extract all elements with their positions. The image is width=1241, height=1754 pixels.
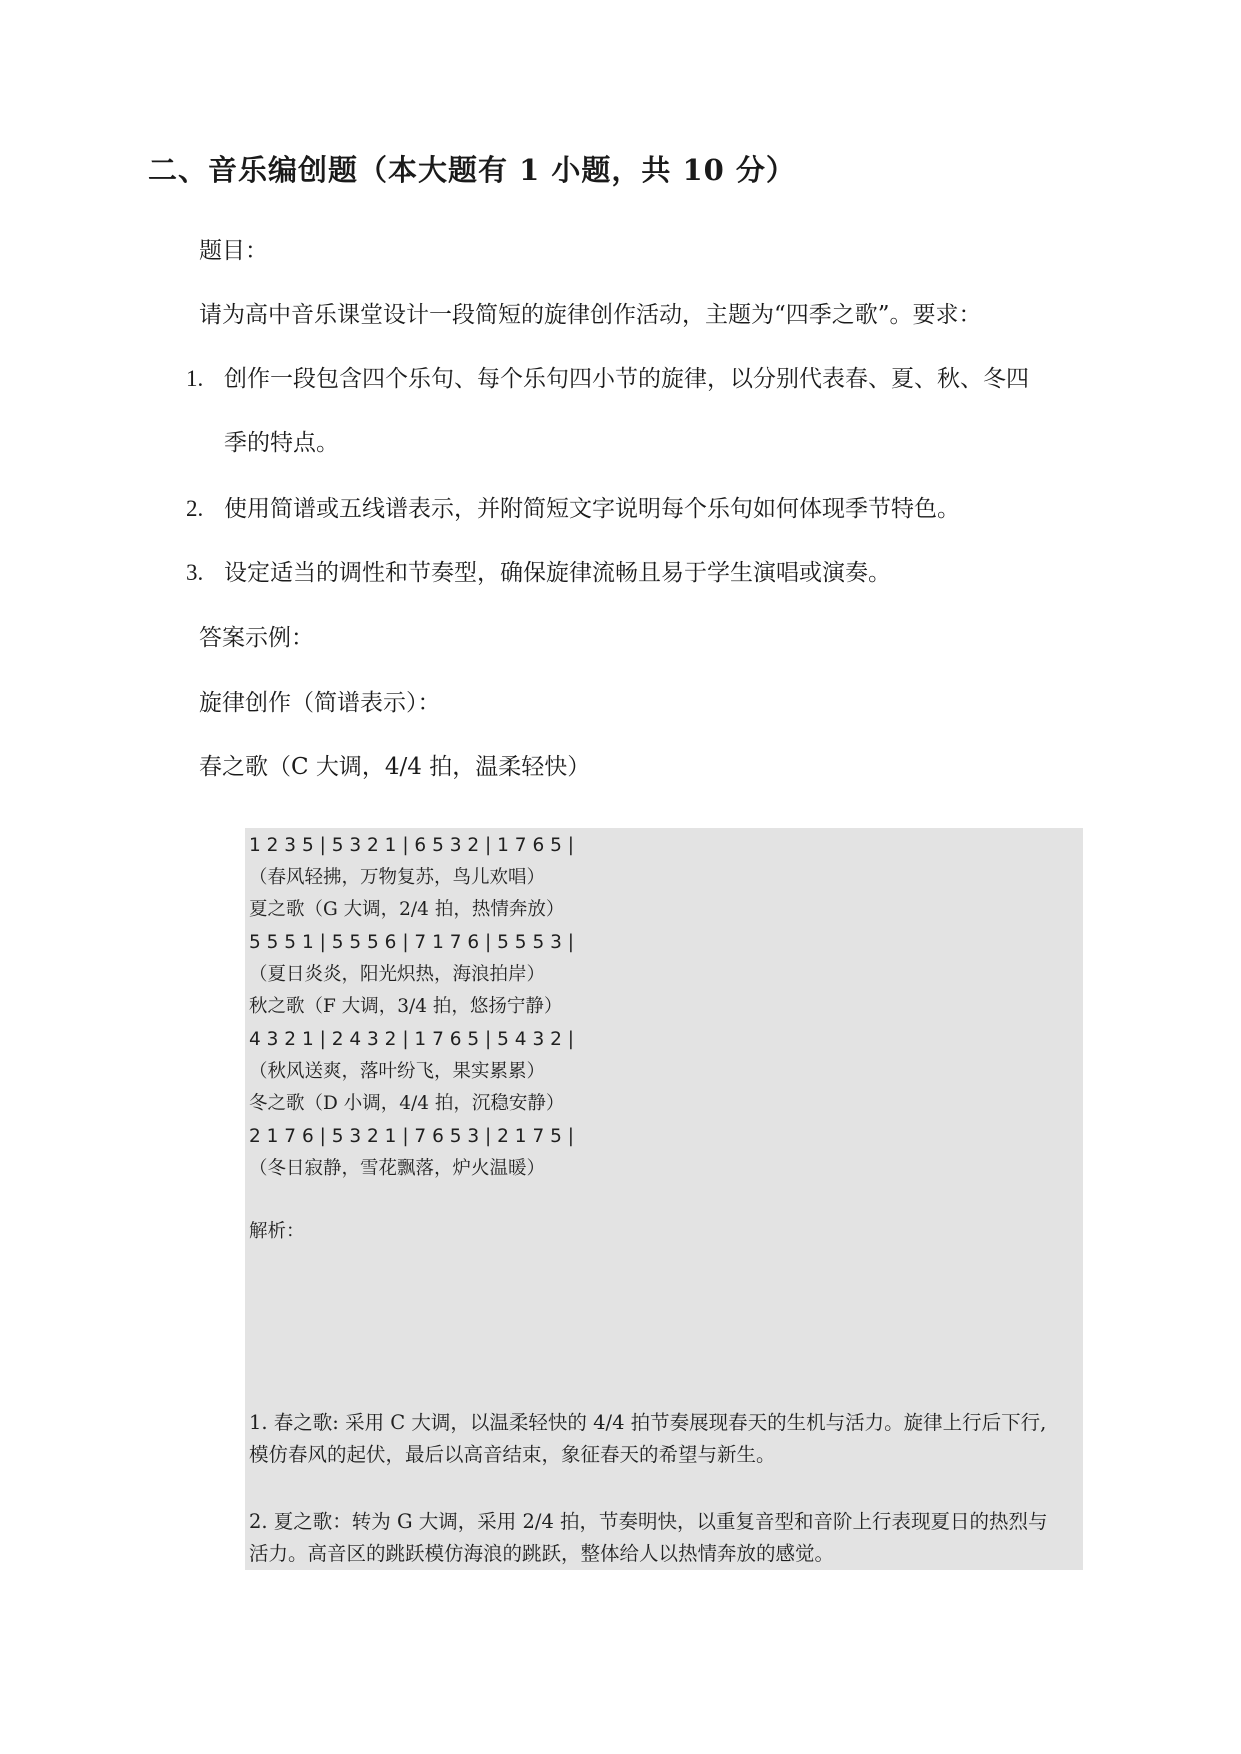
notation-line: 2 1 7 6 | 5 3 2 1 | 7 6 5 3 | 2 1 7 5 | — [249, 1126, 574, 1147]
list-item-number: 3. — [186, 560, 204, 585]
question-intro: 请为高中音乐课堂设计一段简短的旋律创作活动，主题为“四季之歌”。要求： — [199, 302, 982, 328]
caption-line: （夏日炎炎，阳光炽热，海浪拍岸） — [249, 964, 546, 985]
answer-label: 答案示例： — [199, 625, 314, 651]
analysis-note-line: 2. 夏之歌：转为 G 大调，采用 2/4 拍，节奏明快，以重复音型和音阶上行表现夏日的热烈与 — [249, 1510, 1048, 1533]
list-item-number: 2. — [186, 496, 204, 521]
heading-line: 夏之歌（G 大调，2/4 拍，热情奔放） — [249, 899, 565, 920]
analysis-note-line: 1. 春之歌: 采用 C 大调，以温柔轻快的 4/4 拍节奏展现春天的生机与活力。旋律上行后下行, — [249, 1411, 1047, 1434]
code-block — [245, 828, 1083, 1570]
list-item-text: 设定适当的调性和节奏型，确保旋律流畅且易于学生演唱或演奏。 — [224, 560, 891, 586]
section-title: 二、音乐编创题（本大题有 1 小题，共 10 分） — [148, 153, 796, 187]
caption-line: （秋风送爽，落叶纷飞，果实累累） — [249, 1061, 546, 1082]
question-label: 题目： — [199, 238, 268, 264]
list-item-text: 使用简谱或五线谱表示，并附简短文字说明每个乐句如何体现季节特色。 — [224, 496, 960, 522]
analysis-note-line: 模仿春风的起伏，最后以高音结束，象征春天的希望与新生。 — [249, 1443, 776, 1466]
analysis-label: 解析： — [249, 1221, 305, 1242]
heading-line: 冬之歌（D 小调，4/4 拍，沉稳安静） — [249, 1093, 565, 1114]
spring-heading: 春之歌（C 大调，4/4 拍，温柔轻快） — [199, 754, 591, 780]
list-item-number: 1. — [186, 366, 204, 391]
caption-line: （春风轻拂，万物复苏，鸟儿欢唱） — [249, 867, 546, 888]
answer-subtitle: 旋律创作（简谱表示）： — [199, 690, 441, 716]
list-item-text-continued: 季的特点。 — [224, 430, 339, 456]
notation-line: 5 5 5 1 | 5 5 5 6 | 7 1 7 6 | 5 5 5 3 | — [249, 932, 574, 953]
notation-line: 1 2 3 5 | 5 3 2 1 | 6 5 3 2 | 1 7 6 5 | — [249, 835, 574, 856]
heading-line: 秋之歌（F 大调，3/4 拍，悠扬宁静） — [249, 996, 563, 1017]
list-item-text: 创作一段包含四个乐句、每个乐句四小节的旋律，以分别代表春、夏、秋、冬四 — [224, 366, 1029, 392]
notation-line: 4 3 2 1 | 2 4 3 2 | 1 7 6 5 | 5 4 3 2 | — [249, 1029, 574, 1050]
analysis-note-line: 活力。高音区的跳跃模仿海浪的跳跃，整体给人以热情奔放的感觉。 — [249, 1542, 835, 1565]
caption-line: （冬日寂静，雪花飘落，炉火温暖） — [249, 1158, 546, 1179]
